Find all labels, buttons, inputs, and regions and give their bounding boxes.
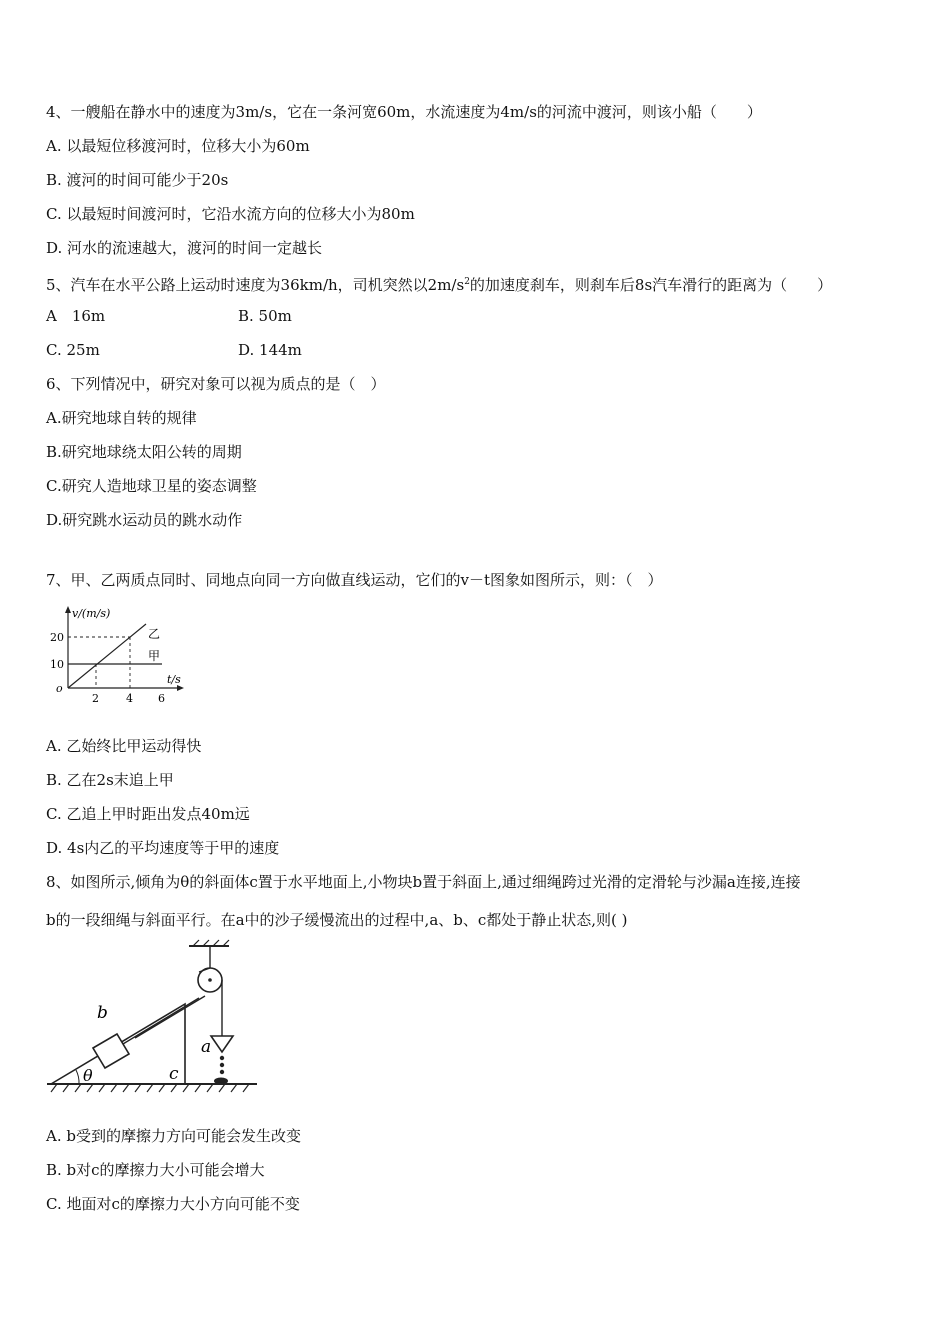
sand-funnel-a <box>211 1036 233 1052</box>
label-c: c <box>169 1064 179 1084</box>
q8-stem-line1: 8、如图所示,倾角为θ的斜面体c置于水平地面上,小物块b置于斜面上,通过细绳跨过光滑的定滑轮与沙漏a连接,连接 <box>46 873 801 891</box>
block-b <box>93 1034 129 1068</box>
ground-hatching <box>51 1084 249 1092</box>
q5-stem-part2: 的加速度刹车，则刹车后8s汽车滑行的距离为（ ） <box>469 276 833 294</box>
q7-option-d: D. 4s内乙的平均速度等于甲的速度 <box>46 839 280 857</box>
q7-option-c: C. 乙追上甲时距出发点40m远 <box>46 805 250 823</box>
sand-drops <box>214 1056 228 1085</box>
vt-y-arrow <box>65 606 71 613</box>
vt-y-label: v/(m/s) <box>72 607 111 620</box>
angle-arc <box>76 1070 79 1084</box>
label-a: a <box>201 1037 212 1057</box>
rope-incline <box>123 998 199 1044</box>
q4-option-b: B. 渡河的时间可能少于20s <box>46 171 229 189</box>
vt-line-yi <box>68 624 146 688</box>
q7-option-b: B. 乙在2s末追上甲 <box>46 771 174 789</box>
q4-option-a: A. 以最短位移渡河时，位移大小为60m <box>46 137 310 155</box>
q6-option-c: C.研究人造地球卫星的姿态调整 <box>46 477 257 495</box>
incline-pulley-figure <box>45 940 260 1095</box>
q5-option-a: A 16m <box>46 307 106 325</box>
label-b: b <box>97 1003 108 1023</box>
q5-option-d: D. 144m <box>238 341 302 359</box>
q6-stem: 6、下列情况中，研究对象可以视为质点的是（ ） <box>46 375 386 393</box>
q5-stem <box>46 272 832 295</box>
q4-option-c: C. 以最短时间渡河时，它沿水流方向的位移大小为80m <box>46 205 415 223</box>
q8-option-c: C. 地面对c的摩擦力大小方向可能不变 <box>46 1195 300 1213</box>
vt-ytick-10: 10 <box>50 658 64 671</box>
vt-xtick-4: 4 <box>126 692 133 705</box>
vt-label-jia: 甲 <box>148 649 161 663</box>
q7-stem: 7、甲、乙两质点同时、同地点向同一方向做直线运动，它们的v－t图象如图所示，则：（ ） <box>46 571 663 589</box>
vt-label-yi: 乙 <box>148 627 161 641</box>
vt-x-label: t/s <box>167 673 181 686</box>
rope-incline-outer <box>135 996 205 1038</box>
q8-option-a: A. b受到的摩擦力方向可能会发生改变 <box>46 1127 301 1145</box>
q7-option-a: A. 乙始终比甲运动得快 <box>46 737 202 755</box>
q4-option-d: D. 河水的流速越大，渡河的时间一定越长 <box>46 239 323 257</box>
q6-option-b: B.研究地球绕太阳公转的周期 <box>46 443 242 461</box>
q4-stem: 4、一艘船在静水中的速度为3m/s，它在一条河宽60m，水流速度为4m/s的河流中渡河，则该小船（ ） <box>46 103 762 121</box>
q5-stem-superscript: 2 <box>464 277 470 287</box>
vt-graph <box>46 604 196 704</box>
vt-xtick-2: 2 <box>92 692 99 705</box>
q6-option-d: D.研究跳水运动员的跳水动作 <box>46 511 243 529</box>
q8-stem-line2: b的一段细绳与斜面平行。在a中的沙子缓慢流出的过程中,a、b、c都处于静止状态,则( ) <box>46 911 628 929</box>
q8-option-b: B. b对c的摩擦力大小可能会增大 <box>46 1161 265 1179</box>
label-theta: θ <box>83 1066 93 1085</box>
vt-ytick-20: 20 <box>50 631 64 644</box>
pulley-axle <box>208 978 212 982</box>
q5-option-b: B. 50m <box>238 307 292 325</box>
q6-option-a: A.研究地球自转的规律 <box>46 409 197 427</box>
q5-stem-part1: 5、汽车在水平公路上运动时速度为36km/h，司机突然以2m/s <box>46 276 465 294</box>
q5-option-c: C. 25m <box>46 341 100 359</box>
vt-origin: o <box>56 682 63 695</box>
vt-xtick-6: 6 <box>158 692 165 705</box>
